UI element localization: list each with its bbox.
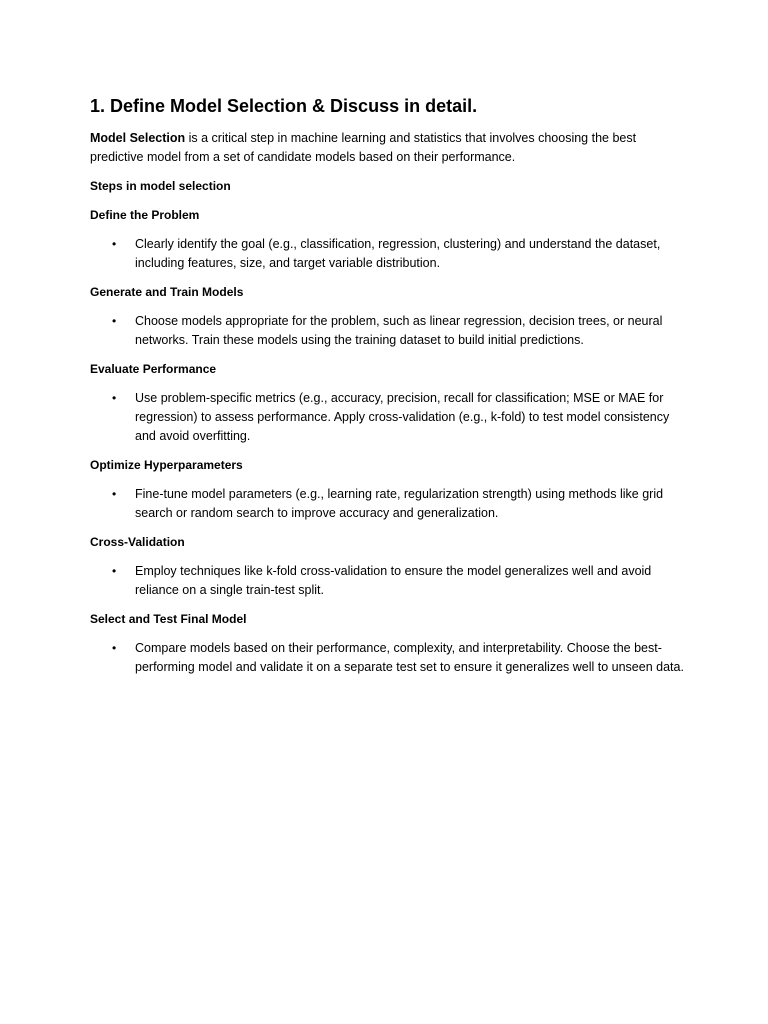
- section-heading: Define the Problem: [90, 208, 200, 222]
- bullet-text: Employ techniques like k-fold cross-validation to ensure the model generalizes well and avoid reliance on a single train-test split.: [135, 564, 652, 597]
- steps-heading: Steps in model selection: [90, 179, 231, 193]
- bullet-dot-icon: •: [112, 641, 117, 655]
- intro-text: is a critical step in machine learning and statistics that involves choosing the best predictive model from a set of candidate models based on their performance.: [90, 131, 637, 164]
- bullet-list: [90, 389, 690, 446]
- bullet-list: [90, 312, 690, 350]
- bullet-list: [90, 485, 690, 523]
- bullet-list: [90, 639, 690, 677]
- bullet-item: [90, 389, 690, 446]
- bullet-item: [90, 485, 690, 523]
- bullet-dot-icon: •: [112, 314, 117, 328]
- section-heading: Optimize Hyperparameters: [90, 458, 243, 472]
- section-heading: Evaluate Performance: [90, 362, 217, 376]
- bullet-item: [90, 639, 690, 677]
- bullet-item: [90, 562, 690, 600]
- bullet-text: Choose models appropriate for the problem, such as linear regression, decision trees, or neural networks. Train these models using the training dataset to build initial predictions.: [135, 314, 663, 347]
- document-page: [90, 94, 690, 687]
- bullet-dot-icon: •: [112, 487, 117, 501]
- document-title: 1. Define Model Selection & Discuss in detail.: [90, 96, 478, 116]
- section-heading: Select and Test Final Model: [90, 612, 247, 626]
- bullet-text: Clearly identify the goal (e.g., classification, regression, clustering) and understand the dataset, including features, size, and target variable distribution.: [135, 237, 661, 270]
- bullet-item: [90, 312, 690, 350]
- bullet-text: Compare models based on their performance, complexity, and interpretability. Choose the best-performing model and validate it on a separate test set to ensure it generalizes well to unseen data.: [135, 641, 684, 674]
- section-heading: Generate and Train Models: [90, 285, 244, 299]
- sections-container: [90, 206, 690, 677]
- intro-paragraph: [90, 129, 690, 167]
- bullet-dot-icon: •: [112, 237, 117, 251]
- bullet-list: [90, 235, 690, 273]
- section-heading: Cross-Validation: [90, 535, 185, 549]
- bullet-list: [90, 562, 690, 600]
- bullet-text: Use problem-specific metrics (e.g., accuracy, precision, recall for classification; MSE or MAE for regression) to assess performance. Apply cross-validation (e.g., k-fold) to test model consistency and avoid overfitting.: [135, 391, 670, 443]
- bullet-dot-icon: •: [112, 564, 117, 578]
- bullet-item: [90, 235, 690, 273]
- intro-bold-term: Model Selection: [90, 131, 186, 145]
- bullet-text: Fine-tune model parameters (e.g., learning rate, regularization strength) using methods like grid search or random search to improve accuracy and generalization.: [135, 487, 664, 520]
- bullet-dot-icon: •: [112, 391, 117, 405]
